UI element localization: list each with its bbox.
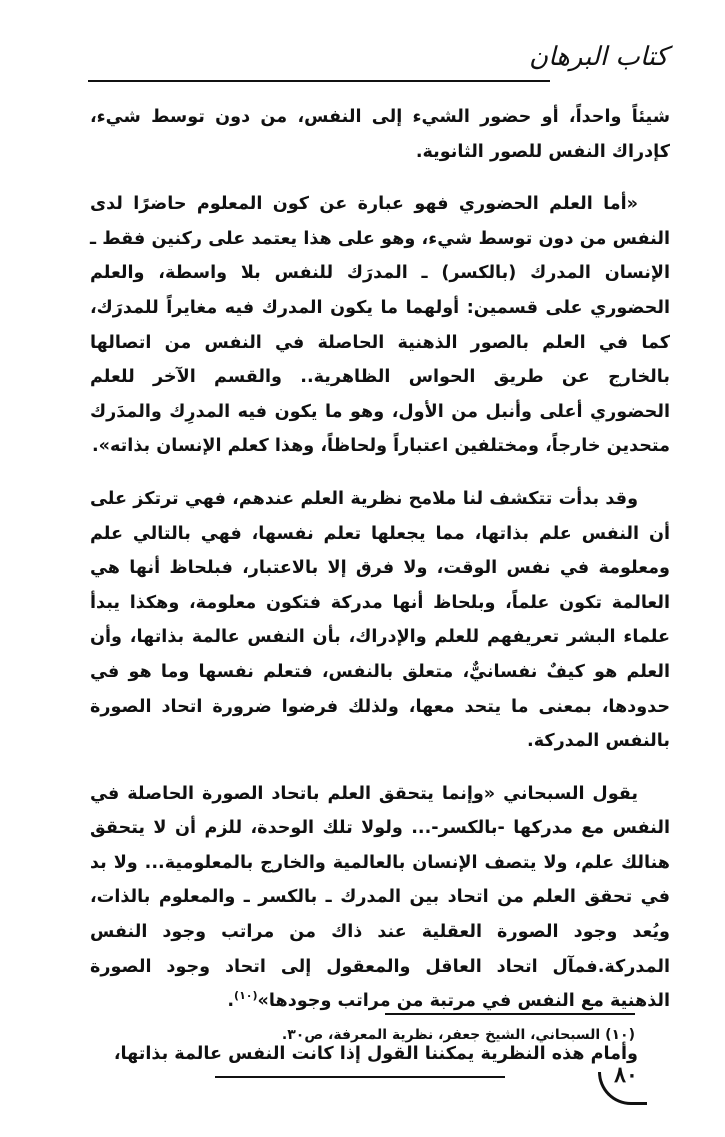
quote-end-period: . xyxy=(227,991,235,1012)
paragraph-closing: وأمام هذه النظرية يمكننا القول إذا كانت النفس عالمة بذاتها، xyxy=(113,1043,638,1064)
running-header xyxy=(88,40,668,88)
subhani-quote-text: يقول السبحاني «وإنما يتحقق العلم باتحاد الصورة الحاصلة في النفس مع مدركها -بالكسر-... ولولا تلك الوحدة، للزم أن لا يتحقق هنالك علم، ولا يتصف الإنسان بالعالمية والخارج بالمعلومية... ولا بد في تحقق العلم من اتحاد بين المدرك ـ بالكسر ـ والمعلوم بالذات، ويُعد وجود الصورة العقلية عند ذاك من مراتب وجود النفس المدركة.فمآل اتحاد العاقل والمعقول إلى اتحاد وجود الصورة الذهنية مع النفس في مرتبة من مراتب وجودها» xyxy=(90,783,670,1012)
bottom-rule xyxy=(215,1076,505,1078)
paragraph-continuation: شيئاً واحداً، أو حضور الشيء إلى النفس، من دون توسط شيء، كإدراك النفس للصور الثانوية. xyxy=(90,107,670,162)
footnote-rule xyxy=(385,1013,635,1015)
paragraph-subhani-quote xyxy=(90,777,670,1019)
paragraph-theory: وقد بدأت تتكشف لنا ملامح نظرية العلم عندهم، فهي ترتكز على أن النفس علم بذاتها، مما يجعلها تعلم نفسها، فهي بالتالي علم ومعلومة في نفس الوقت، ولا فرق إلا بالاعتبار، فبلحاظ أنها هي العالمة تكون علماً، وبلحاظ أنها مدركة فتكون معلومة، وهكذا يبدأ علماء البشر تعريفهم للعلم والإدراك، بأن النفس عالمة بذاتها، وأن العلم هو كيفٌ نفسانيٌّ، متعلق بالنفس، فتعلم نفسها وما هو في حدودها، بمعنى ما يتحد معها، ولذلك فرضوا ضرورة اتحاد الصورة بالنفس المدركة. xyxy=(90,488,670,752)
footnote-reference: (١٠) xyxy=(234,989,258,1003)
book-title: كتاب البرهان xyxy=(529,42,668,72)
body-text xyxy=(90,100,670,1089)
footnote: (١٠) السبحاني، الشيخ جعفر، نظرية المعرفة، ص٣٠. xyxy=(281,1027,635,1043)
page-number-ornament xyxy=(598,1072,647,1105)
page-number: ٨٠ xyxy=(614,1062,638,1088)
paragraph-quote-huduri: «أما العلم الحضوري فهو عبارة عن كون المعلوم حاضرًا لدى النفس من دون توسط شيء، وهو على هذا يعتمد على ركنين فقط ـ الإنسان المدرك (بالكسر) ـ المدرَك للنفس بلا واسطة، والعلم الحضوري على قسمين: أولهما ما يكون المدرك فيه مغايراً للمدرَك، كما في العلم بالصور الذهنية الحاصلة في النفس من اتصالها بالخارج عن طريق الحواس الظاهرية.. والقسم الآخر للعلم الحضوري أعلى وأنبل من الأول، وهو ما يكون فيه المدرِك والمدَرك متحدين خارجاً، ومختلفين اعتباراً ولحاظاً، وهذا كعلم الإنسان بذاته». xyxy=(90,194,670,457)
header-rule xyxy=(88,80,550,82)
